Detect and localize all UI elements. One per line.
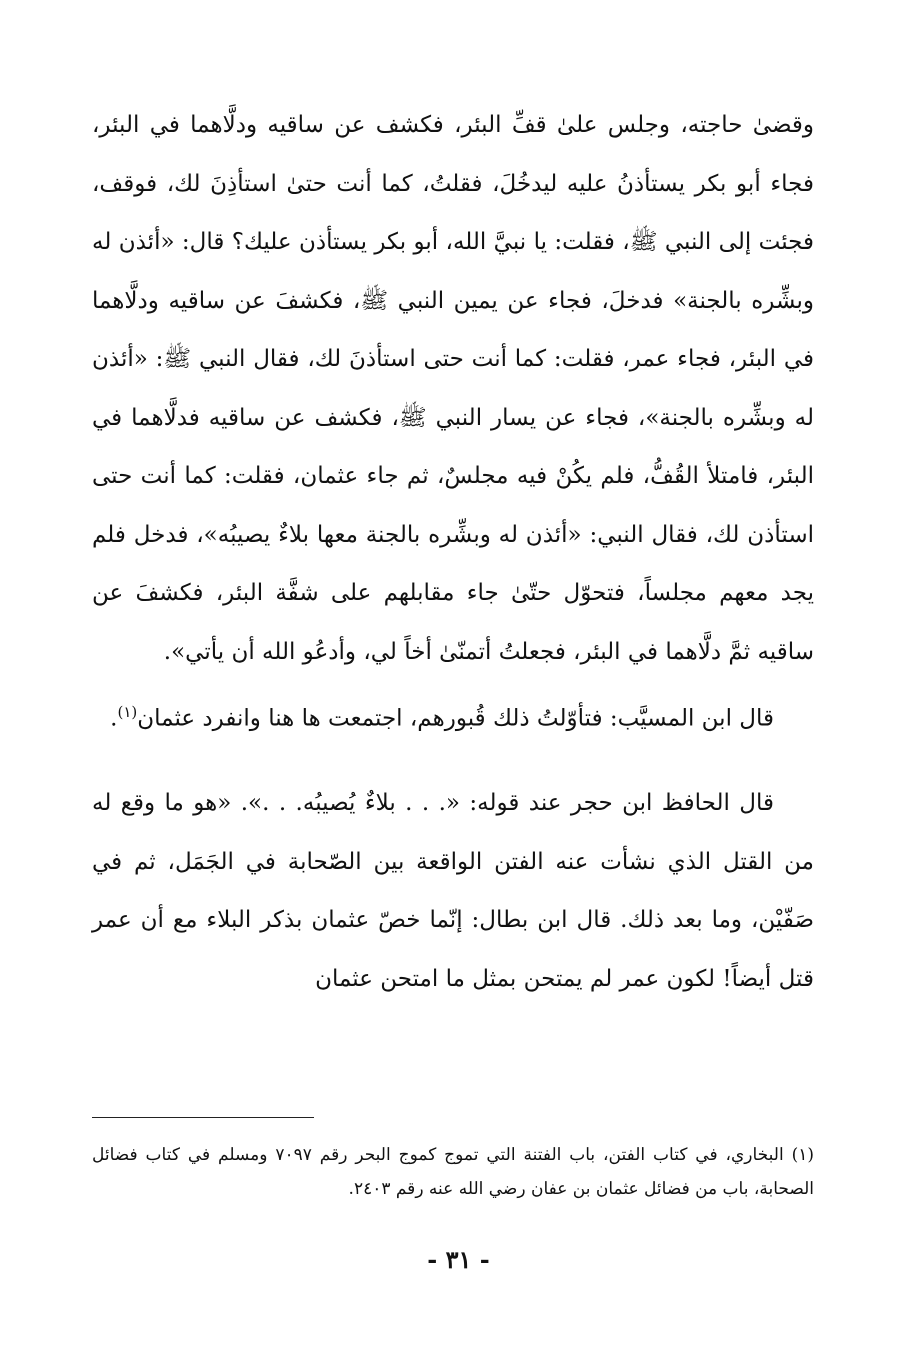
hadith-paragraph: [92, 96, 814, 681]
paragraph-end: .: [110, 705, 118, 732]
ibn-musayyib-paragraph: [92, 683, 814, 748]
paragraph-text: [92, 683, 814, 748]
paragraph-text: قال الحافظ ابن حجر عند قوله: «. . . بلاءٌ يُصيبُه. . .». «هو ما وقع له من القتل الذي نشأت عنه الفتن الواقعة بين الصّحابة في الجَمَل، ثم في صَفّيْن، وما بعد ذلك. قال ابن بطال: إنّما خصّ عثمان بذكر البلاء مع أن عمر قتل أيضاً! لكون عمر لم يمتحن بمثل ما امتحن عثمان: [92, 790, 815, 992]
page-number: - ٣١ -: [427, 1245, 490, 1274]
paragraph-text-main: قال ابن المسيَّب: فتأوّلتُ ذلك قُبورهم، اجتمعت ها هنا وانفرد عثمان: [137, 705, 774, 732]
footnote: (١) البخاري، في كتاب الفتن، باب الفتنة التي تموج كموج البحر رقم ٧٠٩٧ ومسلم في كتاب فضائل الصحابة، باب من فضائل عثمان بن عفان رضي الله عنه رقم ٢٤٠٣.: [92, 1145, 814, 1199]
footnote-separator: [92, 1117, 314, 1118]
paragraph-text: وقضىٰ حاجته، وجلس علىٰ قفِّ البئر، فكشف عن ساقيه ودلَّاهما في البئر، فجاء أبو بكر يستأذنُ عليه ليدخُلَ، فقلتُ، كما أنت حتىٰ استأذِنَ لك، فوقف، فجئت إلى النبي ﷺ، فقلت: يا نبيَّ الله، أبو بكر يستأذن عليك؟ قال: «أئذن له وبشِّره بالجنة» فدخلَ، فجاء عن يمين النبي ﷺ، فكشفَ عن ساقيه ودلَّاهما في البئر، فجاء عمر، فقلت: كما أنت حتى استأذنَ لك، فقال النبي ﷺ: «أئذن له وبشِّره بالجنة»، فجاء عن يسار النبي ﷺ، فكشف عن ساقيه فدلَّاهما في البئر، فامتلأ القُفُّ، فلم يكُنْ فيه مجلسٌ، ثم جاء عثمان، فقلت: كما أنت حتى استأذن لك، فقال النبي: «أئذن له وبشِّره بالجنة معها بلاءٌ يصيبُه»، فدخل فلم يجد معهم مجلساً، فتحوّل حتّىٰ جاء مقابلهم على شفَّة البئر، فكشفَ عن ساقيه ثمَّ دلَّاهما في البئر، فجعلتُ أتمنّىٰ أخاً لي، وأدعُو الله أن يأتي».: [92, 112, 814, 665]
ibn-hajar-paragraph: [92, 774, 814, 1008]
footnote-reference[interactable]: (١): [117, 703, 138, 721]
page-body: [92, 96, 814, 1008]
